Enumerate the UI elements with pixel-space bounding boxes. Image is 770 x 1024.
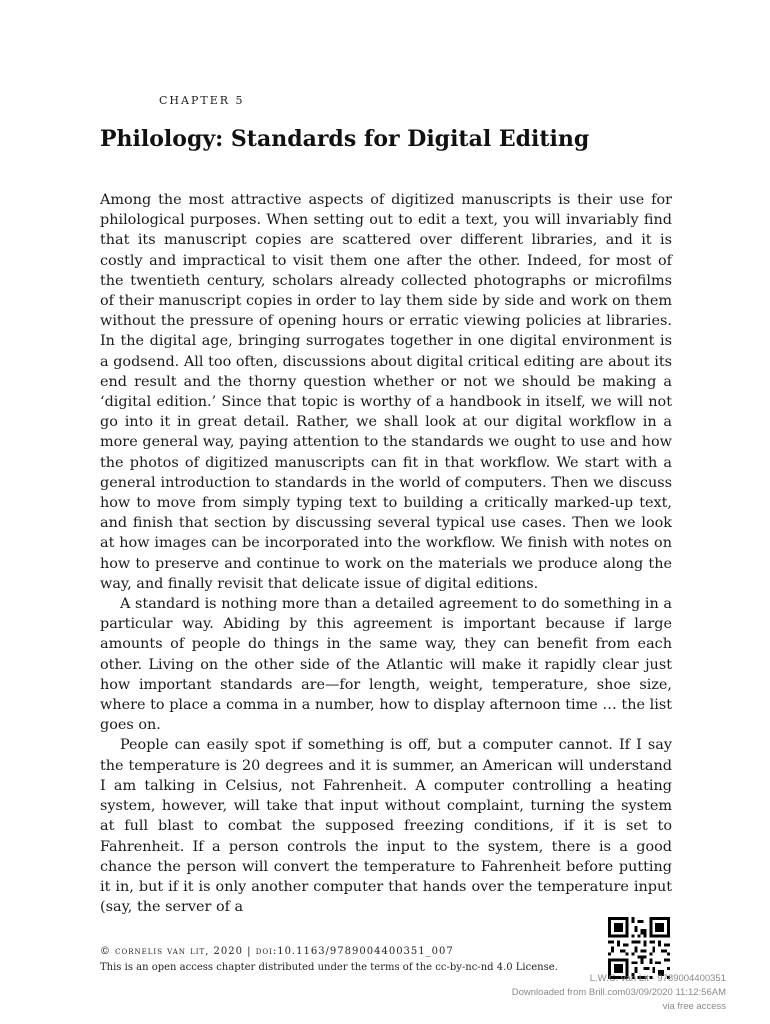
download-overlay-line-1: L.W.C. van Lit - 9789004400351 (589, 973, 726, 984)
body-text (100, 190, 672, 917)
license-line: This is an open access chapter distributed under the terms of the cc-by-nc-nd 4.0 License. (100, 962, 558, 973)
download-overlay (512, 972, 726, 1014)
download-overlay-line-2: Downloaded from Brill.com03/09/2020 11:12:56AM (511, 987, 726, 998)
chapter-title: Philology: Standards for Digital Editing (100, 126, 590, 152)
download-overlay-line-3: via free access (662, 1001, 726, 1012)
chapter-label: CHAPTER 5 (159, 94, 245, 107)
paragraph-1: Among the most attractive aspects of digitized manuscripts is their use for philological purposes. When setting out to edit a text, you will invariably find that its manuscript copies are scattered over different libraries, and it is costly and impractical to visit them one after the other. Indeed, for most of the twentieth century, scholars already collected photographs or microfilms of their manuscript copies in order to lay them side by side and work on them without the pressure of opening hours or erratic viewing policies at libraries. In the digital age, bringing surrogates together in one digital environment is a godsend. All too often, discussions about digital critical editing are about its end result and the thorny question whether or not we should be making a ‘digital edition.’ Since that topic is worthy of a handbook in itself, we will not go into it in great detail. Rather, we shall look at our digital workflow in a more general way, paying attention to the standards we ought to use and how the photos of digitized manuscripts can fit in that workflow. We start with a general introduction to standards in the world of computers. Then we discuss how to move from simply typing text to building a critically marked-up text, and finish that section by discussing several typical use cases. Then we look at how images can be incorporated into the workflow. We finish with notes on how to preserve and continue to work on the materials we produce along the way, and finally revisit that delicate issue of digital editions. (100, 192, 672, 592)
qr-code-icon[interactable] (608, 917, 670, 979)
paragraph-2: A standard is nothing more than a detailed agreement to do something in a particular way. Abiding by this agreement is important because if large amounts of people do things in the same way, they can benefit from each other. Living on the other side of the Atlantic will make it rapidly clear just how important standards are—for length, weight, temperature, shoe size, where to place a comma in a number, how to display afternoon time … the list goes on. (100, 596, 672, 734)
footer (100, 946, 620, 973)
copyright-line: © cornelis van lit, 2020 | doi:10.1163/9789004400351_007 (100, 946, 454, 957)
paragraph-3: People can easily spot if something is off, but a computer cannot. If I say the temperature is 20 degrees and it is summer, an American will understand I am talking in Celsius, not Fahrenheit. A computer controlling a heating system, however, will take that input without complaint, turning the system at full blast to combat the supposed freezing conditions, if it is set to Fahrenheit. If a person controls the input to the system, there is a good chance the person will convert the temperature to Fahrenheit before putting it in, but if it is only another computer that hands over the temperature input (say, the server of a (100, 737, 672, 916)
